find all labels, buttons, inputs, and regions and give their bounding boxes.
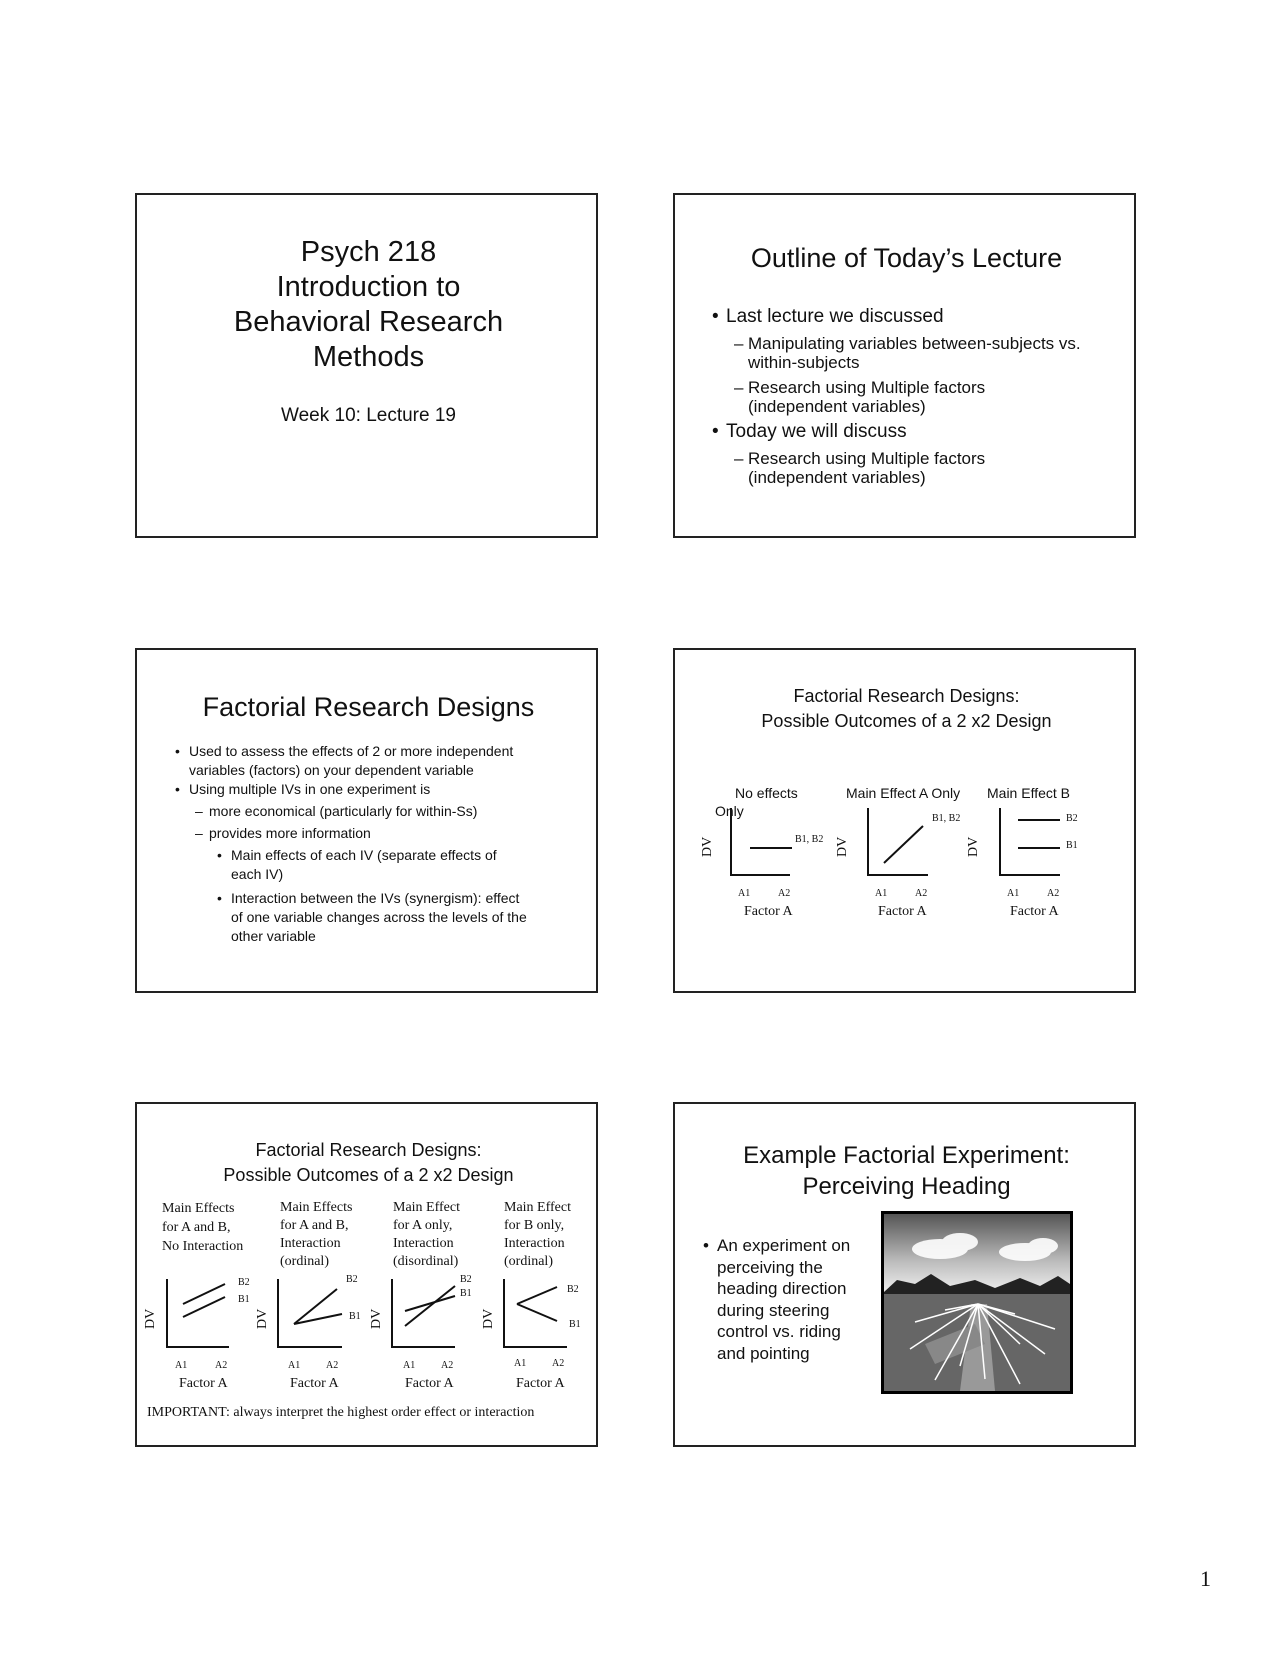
line: heading direction: [717, 1279, 847, 1298]
line-label: B2: [346, 1274, 358, 1285]
slide-title: [135, 193, 598, 538]
slide-title: Factorial Research Designs: [202, 692, 535, 722]
axis-label-factor: Factor A: [516, 1376, 565, 1391]
page-number: 1: [1200, 1566, 1211, 1591]
data-line-b2: [405, 1286, 455, 1326]
line: Factorial Research Designs:: [255, 1140, 482, 1160]
line-label: B1: [569, 1319, 581, 1330]
tick-label: A2: [915, 888, 928, 899]
lecture-title: [137, 235, 598, 375]
sub-bullet: [748, 334, 1081, 372]
axis: [731, 808, 790, 875]
axis-label-factor: Factor A: [744, 904, 793, 919]
line-label: B1: [1066, 840, 1078, 851]
axis: [1000, 808, 1060, 875]
title-line: Introduction to: [276, 271, 461, 303]
line: and pointing: [717, 1343, 810, 1363]
line: for A only,: [393, 1218, 453, 1233]
tick-label: A1: [514, 1358, 527, 1369]
line: – Research using Multiple factors: [748, 449, 986, 468]
axis-label-factor: Factor A: [290, 1376, 339, 1391]
axis: [504, 1279, 567, 1347]
line: for A and B,: [162, 1220, 231, 1235]
graphs-svg: [675, 650, 1136, 993]
line-label: B1, B2: [795, 834, 824, 845]
axis-label-factor: Factor A: [878, 904, 927, 919]
heading-scene-image: [675, 1104, 1136, 1447]
data-line-b1-b2: [884, 826, 923, 863]
bullet: • Using multiple IVs in one experiment is: [189, 781, 430, 797]
line: • Interaction between the IVs (synergism): effect: [231, 890, 520, 906]
axis-label-dv: DV: [835, 836, 850, 857]
line: each IV): [231, 866, 284, 882]
line: – Manipulating variables between-subjects vs.: [748, 334, 1081, 353]
axis: [868, 808, 928, 875]
axis: [167, 1279, 229, 1347]
axis-label-dv: DV: [966, 836, 981, 857]
important-note: IMPORTANT: always interpret the highest order effect or interaction: [147, 1405, 535, 1420]
line: No Interaction: [162, 1239, 244, 1254]
tick-label: A2: [215, 1360, 228, 1371]
line: Interaction: [280, 1236, 341, 1251]
line-label: B2: [567, 1284, 579, 1295]
tick-label: A2: [326, 1360, 339, 1371]
line: Factorial Research Designs:: [793, 686, 1020, 706]
line: – Research using Multiple factors: [748, 378, 986, 397]
line: for B only,: [504, 1218, 565, 1233]
graph-heading: Only: [715, 803, 744, 819]
line-label: B2: [460, 1274, 472, 1285]
line-label: B1: [238, 1294, 250, 1305]
axis-label-factor: Factor A: [405, 1376, 454, 1391]
tick-label: A2: [552, 1358, 565, 1369]
tick-label: A2: [1047, 888, 1060, 899]
tick-label: A1: [288, 1360, 301, 1371]
graph-heading: Main Effect A Only: [846, 785, 961, 801]
slide-factorial-designs: [135, 648, 598, 993]
tick-label: A1: [1007, 888, 1020, 899]
axis-label-dv: DV: [481, 1308, 496, 1329]
slide-example: [673, 1102, 1136, 1447]
line-label: B2: [238, 1277, 250, 1288]
axis-label-dv: DV: [700, 836, 715, 857]
title-line: Behavioral Research: [233, 306, 504, 338]
line: (independent variables): [748, 468, 926, 487]
data-line-b1: [405, 1296, 455, 1311]
line: Perceiving Heading: [802, 1173, 1011, 1200]
sub-bullet: [748, 378, 985, 416]
sub-bullet: [748, 449, 985, 487]
line: Possible Outcomes of a 2 x2 Design: [761, 711, 1052, 731]
tick-label: A2: [778, 888, 791, 899]
axis: [392, 1279, 455, 1347]
line: (independent variables): [748, 397, 926, 416]
lecture-subtitle: Week 10: Lecture 19: [281, 405, 456, 426]
line: • An experiment on: [717, 1236, 851, 1255]
line: Possible Outcomes of a 2 x2 Design: [223, 1165, 514, 1185]
line: (ordinal): [280, 1254, 329, 1269]
line: Main Effects: [280, 1200, 353, 1215]
line: of one variable changes across the levels of the: [231, 909, 527, 925]
line: Main Effect: [393, 1200, 460, 1215]
line: for A and B,: [280, 1218, 349, 1233]
line-label: B1: [349, 1311, 361, 1322]
graph-heading: No effects: [735, 785, 798, 801]
data-line-b2: [517, 1287, 557, 1304]
line: perceiving the: [717, 1257, 823, 1277]
tick-label: A1: [403, 1360, 416, 1371]
graphs-svg: [137, 1104, 598, 1447]
slide-outcomes-1: [673, 648, 1136, 993]
line: • Main effects of each IV (separate effects of: [231, 847, 497, 863]
axis-label-factor: Factor A: [179, 1376, 228, 1391]
tick-label: A1: [875, 888, 888, 899]
line: Main Effects: [162, 1201, 235, 1216]
bullet: [189, 742, 513, 780]
line: control vs. riding: [717, 1322, 841, 1341]
sub-sub-bullet: [231, 889, 527, 946]
line: (ordinal): [504, 1254, 553, 1269]
line: • Used to assess the effects of 2 or more independent: [189, 743, 514, 759]
line-label: B1, B2: [932, 813, 961, 824]
axis-label-factor: Factor A: [1010, 904, 1059, 919]
slide-outline: [673, 193, 1136, 538]
tick-label: A1: [738, 888, 751, 899]
graph-heading: Main Effect B: [987, 785, 1071, 801]
line: Main Effect: [504, 1200, 571, 1215]
axis-label-dv: DV: [369, 1308, 384, 1329]
tick-label: A2: [441, 1360, 454, 1371]
line: (disordinal): [393, 1254, 459, 1269]
line: other variable: [231, 928, 316, 944]
line: Interaction: [504, 1236, 565, 1251]
slide-title: Outline of Today’s Lecture: [750, 243, 1063, 273]
sub-bullet: – provides more information: [209, 825, 371, 841]
line: during steering: [717, 1300, 830, 1320]
line-label: B2: [1066, 813, 1078, 824]
axis-label-dv: DV: [255, 1308, 270, 1329]
tick-label: A1: [175, 1360, 188, 1371]
line: Example Factorial Experiment:: [743, 1142, 1070, 1169]
bullet: • Last lecture we discussed: [726, 306, 944, 328]
sub-bullet: – more economical (particularly for within-Ss): [209, 803, 477, 819]
axis: [278, 1279, 342, 1347]
title-line: Psych 218: [300, 236, 437, 268]
line: variables (factors) on your dependent variable: [189, 762, 474, 778]
axis-label-dv: DV: [143, 1308, 158, 1329]
bullet: • Today we will discuss: [726, 421, 907, 443]
sub-sub-bullet: [231, 846, 497, 884]
line-label: B1: [460, 1288, 472, 1299]
data-line-b1: [517, 1304, 557, 1321]
title-line: Methods: [312, 341, 425, 373]
slide-outcomes-2: [135, 1102, 598, 1447]
line: Interaction: [393, 1236, 454, 1251]
line: within-subjects: [748, 353, 860, 372]
